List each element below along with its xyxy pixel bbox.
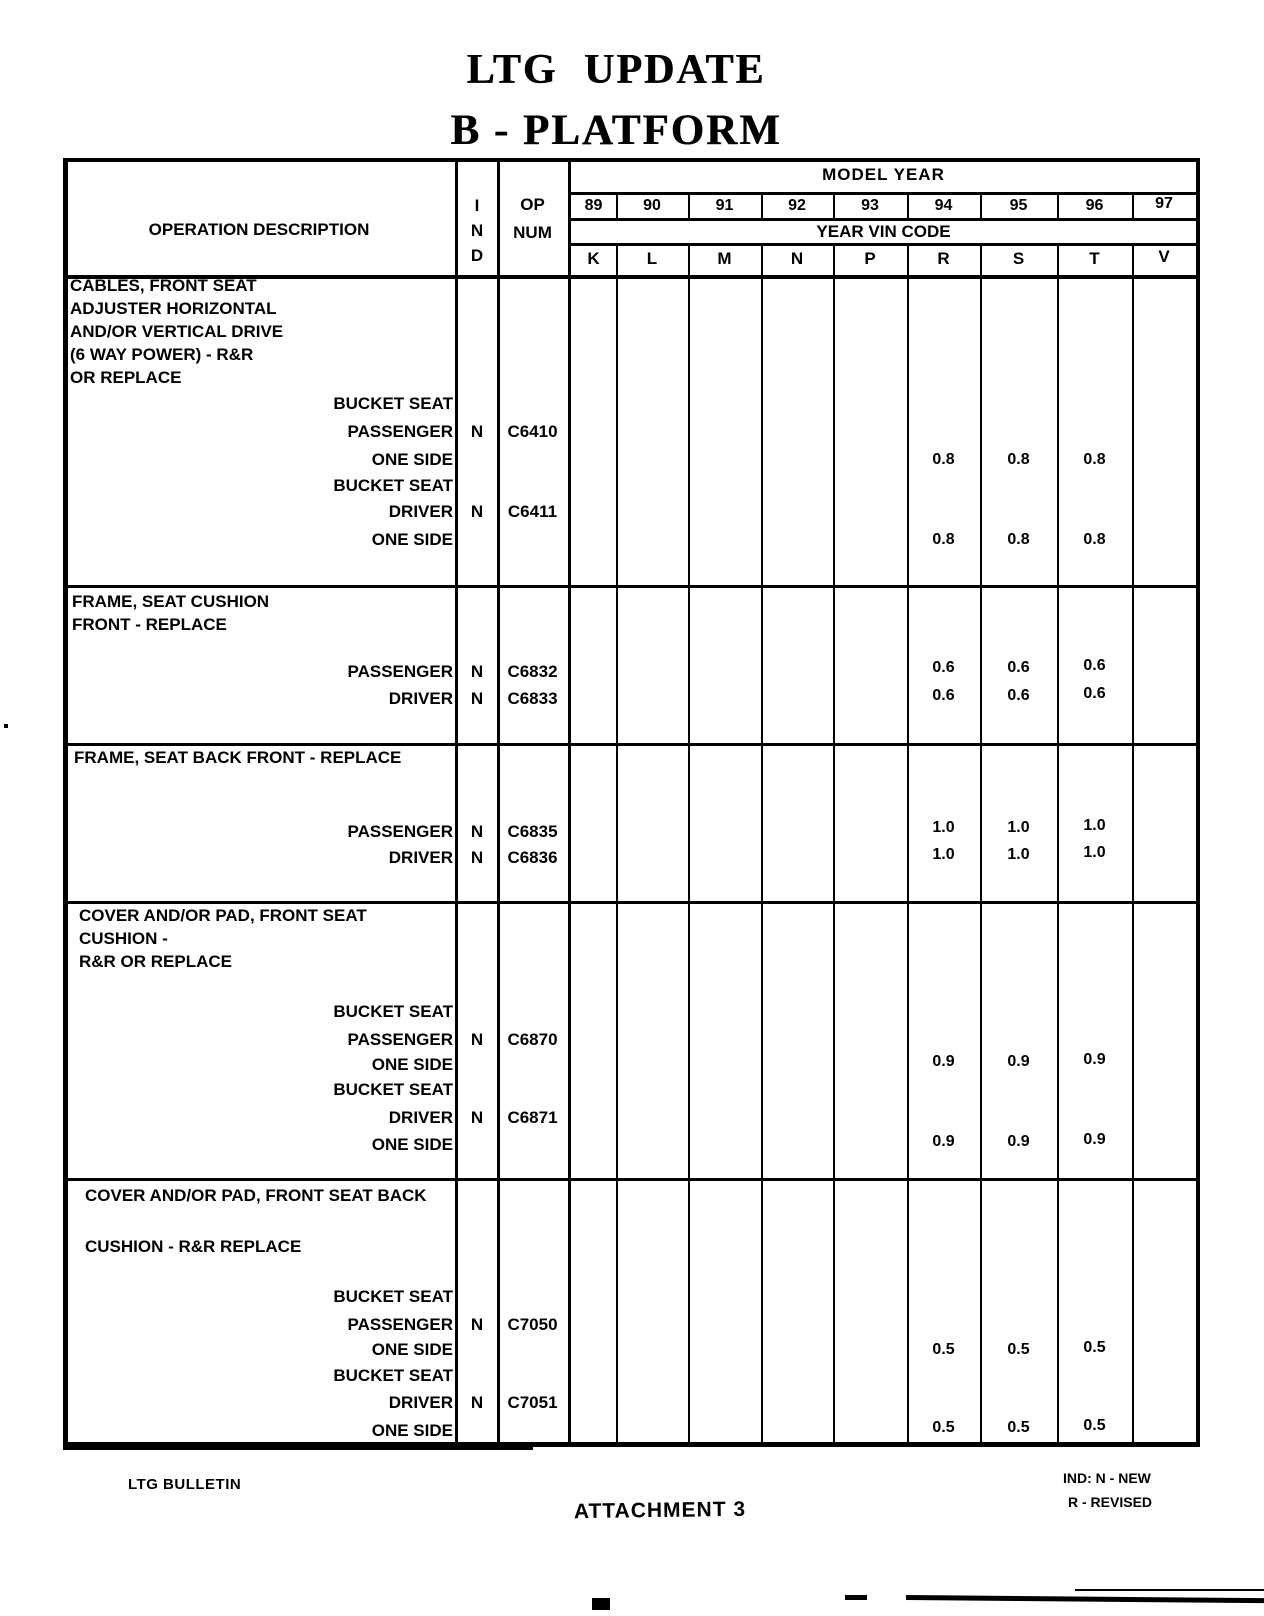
year-vin-code-band: YEAR VIN CODE xyxy=(571,221,1196,243)
value-cell: 0.8 xyxy=(1007,531,1030,548)
opnum-cell: C7051 xyxy=(507,1393,558,1412)
grid-line-h xyxy=(568,243,1200,246)
section-separator xyxy=(63,743,1200,746)
footer-attachment-label: ATTACHMENT 3 xyxy=(573,1497,747,1524)
vin-code-header: S xyxy=(1012,249,1025,268)
section-description-line: OR REPLACE xyxy=(70,368,182,387)
row-label: ONE SIDE xyxy=(371,530,453,549)
value-cell: 0.9 xyxy=(1007,1053,1030,1070)
value-cell: 1.0 xyxy=(1083,817,1106,834)
table-border-top xyxy=(63,158,1200,162)
value-cell: 1.0 xyxy=(1083,844,1106,861)
ind-cell: N xyxy=(470,1315,484,1334)
row-label: PASSENGER xyxy=(347,822,453,841)
value-cell: 0.8 xyxy=(932,451,955,468)
value-cell: 0.8 xyxy=(1007,451,1030,468)
vin-code-header: T xyxy=(1089,249,1100,268)
vin-code-header: L xyxy=(646,249,658,268)
value-cell: 1.0 xyxy=(1007,819,1030,836)
opnum-cell: C7050 xyxy=(507,1315,558,1334)
document-subtitle: B - PLATFORM xyxy=(450,107,782,154)
row-label: BUCKET SEAT xyxy=(333,1002,453,1021)
section-separator xyxy=(63,1178,1200,1181)
vin-code-header: N xyxy=(790,249,804,268)
year-header: 92 xyxy=(788,197,806,214)
value-cell: 0.9 xyxy=(1083,1131,1106,1148)
ind-cell: N xyxy=(470,1030,484,1049)
value-cell: 0.9 xyxy=(932,1053,955,1070)
grid-line-v xyxy=(568,158,571,1447)
ind-cell: N xyxy=(470,822,484,841)
scan-line-thin xyxy=(1075,1589,1264,1591)
section-description-line: COVER AND/OR PAD, FRONT SEAT xyxy=(79,906,367,925)
row-label: DRIVER xyxy=(388,1393,453,1412)
column-header-operation-description: OPERATION DESCRIPTION xyxy=(148,220,370,239)
ind-cell: N xyxy=(470,689,484,708)
column-header-model-year: MODEL YEAR xyxy=(822,165,945,184)
year-header: 95 xyxy=(1009,197,1028,214)
value-cell: 0.9 xyxy=(1007,1133,1030,1150)
row-label: BUCKET SEAT xyxy=(333,1080,453,1099)
value-cell: 1.0 xyxy=(1007,846,1030,863)
year-header: 96 xyxy=(1085,197,1104,214)
footer-bulletin-label: LTG BULLETIN xyxy=(128,1476,242,1493)
opnum-cell: C6411 xyxy=(507,502,558,521)
value-cell: 0.6 xyxy=(932,687,955,704)
grid-line-v xyxy=(616,192,618,1445)
opnum-cell: C6835 xyxy=(507,822,558,841)
vin-code-header: K xyxy=(587,249,600,268)
year-header: 97 xyxy=(1155,195,1173,212)
grid-line-v xyxy=(833,192,835,1445)
row-label: DRIVER xyxy=(388,502,453,521)
row-label: ONE SIDE xyxy=(371,1055,453,1074)
row-label: DRIVER xyxy=(388,848,453,867)
row-label: BUCKET SEAT xyxy=(333,1366,453,1385)
row-label: PASSENGER xyxy=(347,422,453,441)
table-border-left xyxy=(63,158,68,1447)
section-description-line: CUSHION - R&R REPLACE xyxy=(85,1237,302,1256)
vin-code-header: M xyxy=(717,249,732,268)
value-cell: 0.5 xyxy=(1083,1417,1106,1434)
value-cell: 0.5 xyxy=(1007,1419,1030,1436)
grid-line-v xyxy=(688,192,690,1445)
value-cell: 1.0 xyxy=(932,846,955,863)
scan-blob xyxy=(592,1598,610,1610)
row-label: ONE SIDE xyxy=(371,1135,453,1154)
vin-code-header: P xyxy=(864,249,876,268)
vin-code-header: R xyxy=(937,249,950,268)
column-header-ind-letter: N xyxy=(470,221,484,240)
row-label: BUCKET SEAT xyxy=(333,394,453,413)
value-cell: 0.9 xyxy=(1083,1051,1106,1068)
column-header-ind-letter: D xyxy=(470,246,484,265)
section-separator xyxy=(63,901,1200,904)
ind-cell: N xyxy=(470,502,484,521)
section-description-line: ADJUSTER HORIZONTAL xyxy=(70,299,277,318)
grid-line-v xyxy=(1132,192,1134,1445)
ind-cell: N xyxy=(470,662,484,681)
ind-cell: N xyxy=(470,848,484,867)
footer-ind-legend-line1: IND: N - NEW xyxy=(1063,1470,1151,1486)
year-header: 90 xyxy=(643,197,661,214)
year-header: 93 xyxy=(861,197,879,214)
scan-line xyxy=(906,1595,1264,1603)
ind-cell: N xyxy=(470,1108,484,1127)
value-cell: 0.5 xyxy=(932,1341,955,1358)
section-description-line: COVER AND/OR PAD, FRONT SEAT BACK xyxy=(85,1186,427,1205)
column-header-ind-letter: I xyxy=(474,196,480,215)
value-cell: 1.0 xyxy=(932,819,955,836)
section-description-line: FRAME, SEAT BACK FRONT - REPLACE xyxy=(74,748,402,767)
year-header: 89 xyxy=(584,197,603,214)
row-label: PASSENGER xyxy=(347,1030,453,1049)
document-title: LTG UPDATE xyxy=(466,47,766,93)
year-header: 94 xyxy=(934,197,953,214)
opnum-cell: C6836 xyxy=(507,848,558,867)
value-cell: 0.6 xyxy=(1083,685,1106,702)
row-label: ONE SIDE xyxy=(371,1340,453,1359)
year-header: 91 xyxy=(715,197,734,214)
vin-code-header: V xyxy=(1158,247,1170,266)
section-description-line: CABLES, FRONT SEAT xyxy=(70,276,257,295)
table-border-bottom-smear xyxy=(63,1447,533,1450)
value-cell: 0.6 xyxy=(1083,657,1106,674)
section-description-line: FRONT - REPLACE xyxy=(72,615,227,634)
section-description-line: AND/OR VERTICAL DRIVE xyxy=(70,322,284,341)
value-cell: 0.6 xyxy=(932,659,955,676)
scan-dash xyxy=(845,1595,867,1600)
scan-speck xyxy=(4,724,8,728)
row-label: ONE SIDE xyxy=(371,1421,453,1440)
opnum-cell: C6833 xyxy=(507,689,558,708)
grid-line-v xyxy=(497,158,500,1447)
table-border-right xyxy=(1196,158,1200,1447)
row-label: PASSENGER xyxy=(347,662,453,681)
ind-cell: N xyxy=(470,422,484,441)
section-separator xyxy=(63,585,1200,588)
section-description-line: R&R OR REPLACE xyxy=(79,952,233,971)
value-cell: 0.5 xyxy=(1007,1341,1030,1358)
row-label: BUCKET SEAT xyxy=(333,476,453,495)
opnum-cell: C6410 xyxy=(507,422,558,441)
value-cell: 0.5 xyxy=(932,1419,955,1436)
section-description-line: CUSHION - xyxy=(79,929,168,948)
ind-cell: N xyxy=(470,1393,484,1412)
row-label: PASSENGER xyxy=(347,1315,453,1334)
value-cell: 0.8 xyxy=(1083,451,1106,468)
value-cell: 0.9 xyxy=(932,1133,955,1150)
grid-line-v xyxy=(761,192,763,1445)
grid-line-h xyxy=(568,192,1200,195)
section-description-line: FRAME, SEAT CUSHION xyxy=(72,592,270,611)
column-header-op-num: NUM xyxy=(513,223,552,242)
opnum-cell: C6870 xyxy=(507,1030,558,1049)
footer-ind-legend-line2: R - REVISED xyxy=(1068,1494,1153,1510)
value-cell: 0.8 xyxy=(1083,531,1106,548)
value-cell: 0.6 xyxy=(1007,659,1030,676)
value-cell: 0.6 xyxy=(1007,687,1030,704)
grid-line-v xyxy=(455,158,458,1447)
row-label: DRIVER xyxy=(388,1108,453,1127)
opnum-cell: C6832 xyxy=(507,662,558,681)
column-header-op-num: OP xyxy=(520,195,545,214)
value-cell: 0.5 xyxy=(1083,1339,1106,1356)
opnum-cell: C6871 xyxy=(507,1108,558,1127)
section-description-line: (6 WAY POWER) - R&R xyxy=(70,345,254,364)
row-label: BUCKET SEAT xyxy=(333,1287,453,1306)
row-label: ONE SIDE xyxy=(371,450,453,469)
row-label: DRIVER xyxy=(388,689,453,708)
value-cell: 0.8 xyxy=(932,531,955,548)
